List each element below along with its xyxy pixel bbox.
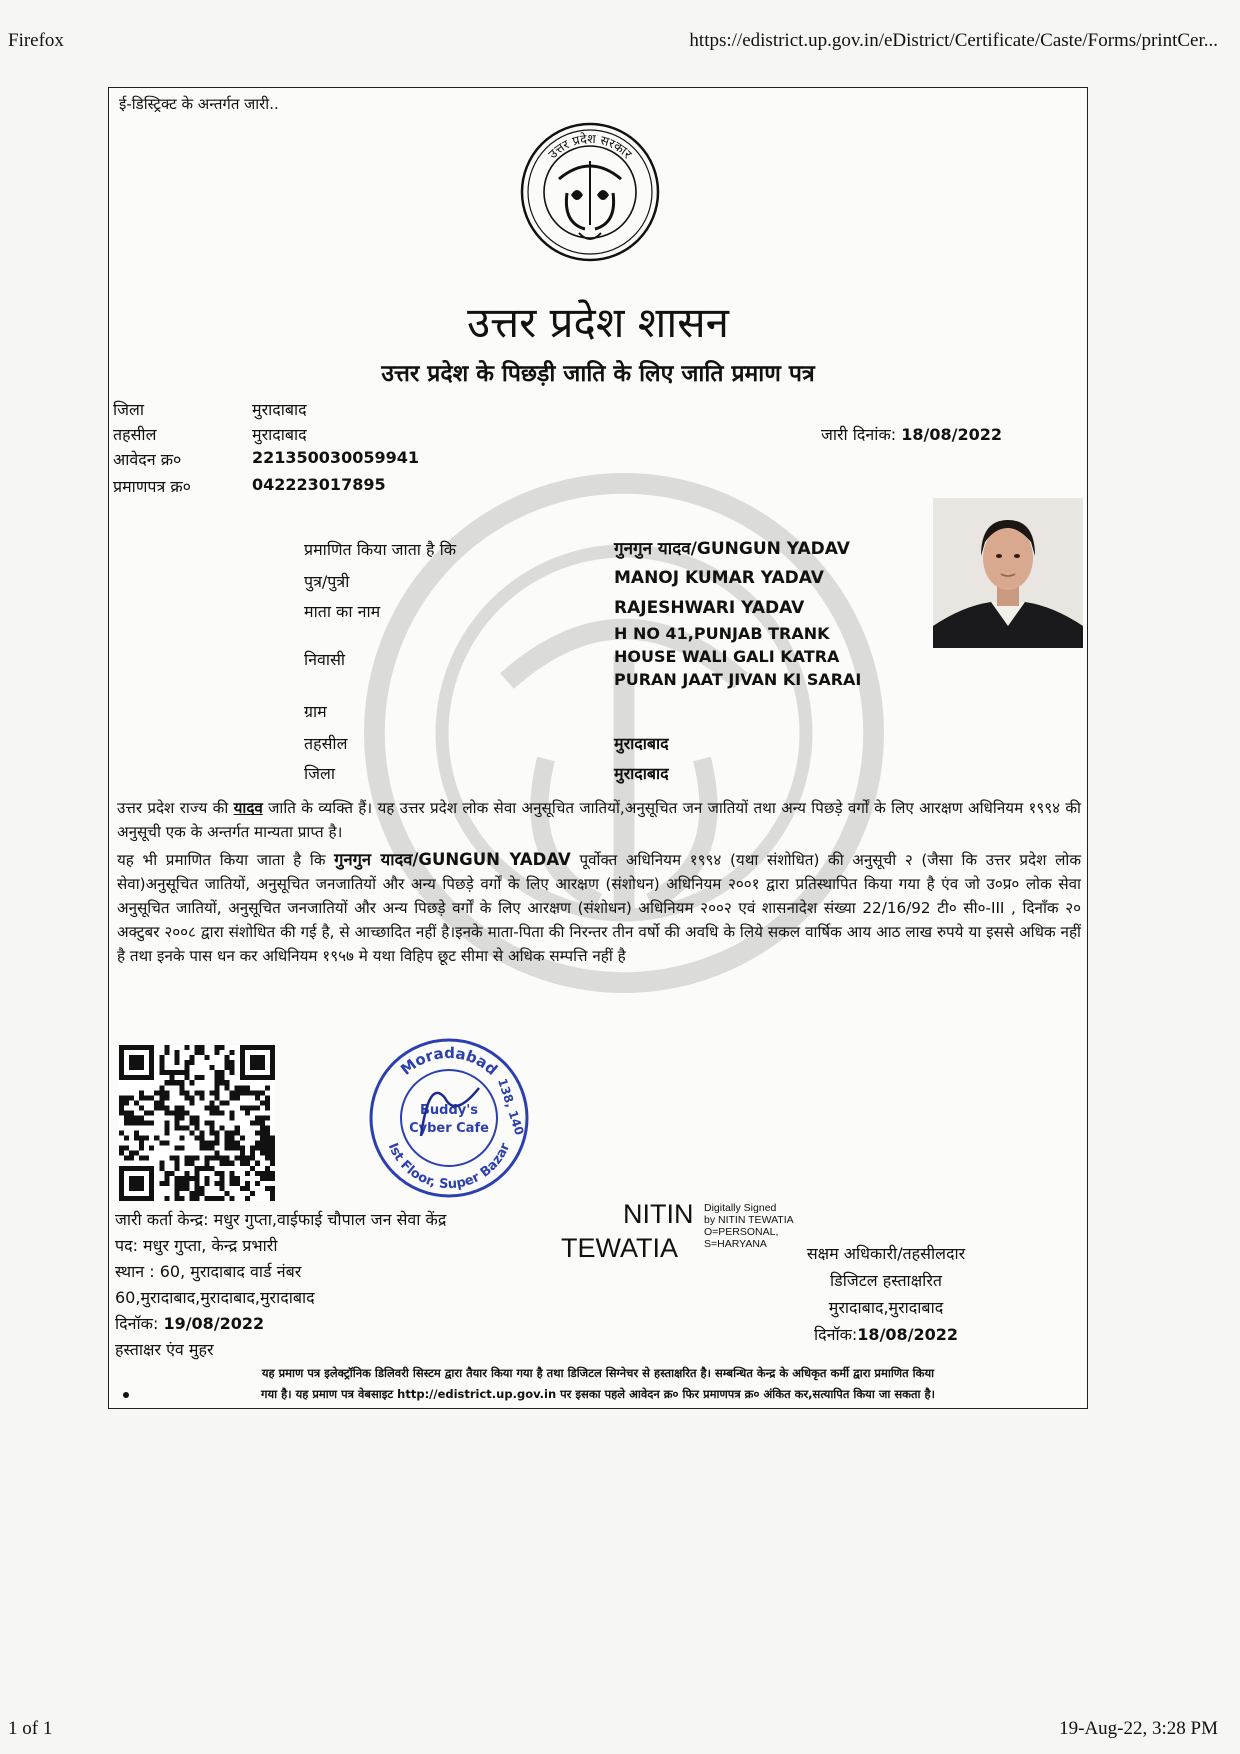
print-header — [0, 30, 1240, 54]
print-timestamp: 19-Aug-22, 3:28 PM — [1059, 1718, 1218, 1739]
signature-meta-line-4: S=HARYANA — [704, 1238, 767, 1250]
issue-date — [821, 423, 1002, 445]
emblem-text: उत्तर प्रदेश सरकार — [544, 130, 636, 162]
income-paragraph-before: यह भी प्रमाणित किया जाता है कि — [117, 851, 335, 869]
detail-tehsil-value: मुरादाबाद — [614, 734, 669, 753]
meta-district-value: मुरादाबाद — [252, 400, 307, 419]
authority-title: सक्षम अधिकारी/तहसीलदार — [806, 1244, 966, 1263]
signature-meta-line-2: by NITIN TEWATIA — [704, 1214, 794, 1226]
issuer-date-value: 19/08/2022 — [163, 1314, 265, 1333]
applicant-photo — [933, 498, 1083, 648]
certified-label: प्रमाणित किया जाता है कि — [304, 540, 457, 559]
browser-name: Firefox — [8, 30, 64, 51]
meta-tehsil-value: मुरादाबाद — [252, 425, 307, 444]
village-label: ग्राम — [304, 702, 327, 721]
stamp-top-text: Moradabad — [397, 1043, 502, 1079]
address-line-2: HOUSE WALI GALI KATRA — [614, 647, 840, 666]
signer-name-line-2: TEWATIA — [561, 1233, 678, 1263]
meta-certificate-label: प्रमाणपत्र क्र० — [113, 477, 191, 496]
certificate — [108, 87, 1088, 1409]
stamp-bottom-text: Ist Floor, Super Bazar — [384, 1140, 514, 1193]
income-paragraph-after: पूर्वोक्त अधिनियम १९९४ (यथा संशोधित) की अनुसूची २ (जैसा कि उत्तर प्रदेश लोक सेवा)अनुसूचित जातियों, अनुसूचित जनजातियों और अन्य पिछड़े वर्गों के लिए आरक्षण (संशोधन) अधिनियम २००१ द्वारा प्रतिस्थापित किया गया है एंव जो उ०प्र० लोक सेवा अनुसूचित जातियों, अनुसूचित जनजातियों और अन्य पिछड़े वर्गों के लिए आरक्षण (संशोधन) अधिनियम २००२ एवं शासनादेश संख्या 22/16/92 टी० सी०-III , दिनाँक २० अक्टुबर २००८ द्वारा संशोधित की गई है, से आच्छादित नहीं है।इनके माता-पिता की निरन्तर तीन वर्षो की अवधि के लिये सकल वार्षिक आय आठ लाख रुपये या इससे अधिक नहीं है तथा इनके पास धन कर अधिनियम १९५७ मे यथा विहिप छूट सीमा से अधिक सम्पत्ति नहीं है — [117, 851, 1081, 965]
issuer-post: पद: मधुर गुप्ता, केन्द्र प्रभारी — [115, 1236, 278, 1255]
notice-line-1: यह प्रमाण पत्र इलेक्ट्रॉनिक डिलिवरी सिस्टम द्वारा तैयार किया गया है तथा डिजिटल सिग्नेचर से हस्ताक्षरित है। सम्बन्धित केन्द्र के अधिकृत कर्मी द्वारा प्रमाणित किया — [261, 1366, 935, 1380]
meta-district-label: जिला — [113, 400, 145, 419]
stamp-right-text: 138, 140 — [495, 1076, 527, 1137]
caste-name: यादव — [233, 799, 263, 817]
detail-district-label: जिला — [304, 764, 336, 783]
meta-application-number: 22135003005994​1 — [252, 448, 419, 467]
detail-tehsil-label: तहसील — [304, 734, 348, 753]
caste-paragraph-after: जाति के व्यक्ति हैं। यह उत्तर प्रदेश लोक सेवा अनुसूचित जातियों,अनुसूचित जन जातियों तथा अन्य पिछड़े वर्गों के लिए आरक्षण अधिनियम १९९४ की अनुसूची एक के अन्तर्गत मान्यता प्राप्त है। — [117, 799, 1081, 841]
income-paragraph — [117, 848, 1081, 968]
father-name: MANOJ KUMAR YADAV — [614, 568, 824, 588]
authority-date — [771, 1321, 1001, 1348]
mother-label: माता का नाम — [304, 602, 381, 621]
notice-line-2: गया है। यह प्रमाण पत्र वेबसाइट http://edistrict.up.gov.in पर इसका पहले आवेदन क्र० फिर प्रमाणपत्र क्र० अंकित कर,सत्यापित किया जा सकता है। — [261, 1387, 935, 1401]
meta-application-label: आवेदन क्र० — [113, 450, 182, 469]
authority-location: मुरादाबाद,मुरादाबाद — [828, 1298, 944, 1317]
stamp-center-line-2: Cyber Cafe — [409, 1121, 489, 1136]
authority-date-value: 18/08/2022 — [857, 1325, 959, 1344]
child-of-label: पुत्र/पुत्री — [304, 572, 350, 591]
cyber-cafe-stamp — [359, 1028, 539, 1208]
page-url[interactable]: https://edistrict.up.gov.in/eDistrict/Certificate/Caste/Forms/printCer... — [689, 30, 1218, 51]
mother-name: RAJESHWARI YADAV — [614, 598, 805, 618]
income-paragraph-name: गुनगुन यादव/GUNGUN YADAV — [334, 850, 571, 869]
signer-name-line-1: NITIN — [623, 1199, 694, 1229]
address-line-1: H NO 41,PUNJAB TRANK — [614, 624, 830, 643]
issue-date-value: 18/08/2022 — [901, 425, 1002, 444]
issuer-date — [115, 1312, 264, 1334]
meta-tehsil-label: तहसील — [113, 425, 157, 444]
resident-label: निवासी — [304, 650, 346, 669]
qr-code — [119, 1045, 275, 1201]
meta-certificate-number: 042223017895 — [252, 475, 386, 494]
detail-district-value: मुरादाबाद — [614, 764, 669, 783]
sign-and-seal: हस्ताक्षर एंव मुहर — [115, 1340, 214, 1359]
issuer-place-line-1: स्थान : 60, मुरादाबाद वार्ड नंबर — [115, 1262, 302, 1281]
caste-paragraph — [117, 796, 1081, 844]
issuer-place-line-2: 60,मुरादाबाद,मुरादाबाद,मुरादाबाद — [115, 1288, 315, 1307]
certificate-title: उत्तर प्रदेश शासन — [467, 298, 729, 347]
signature-meta-line-3: O=PERSONAL, — [704, 1226, 779, 1238]
issued-under-text: ई-डिस्ट्रिक्ट के अन्तर्गत जारी.. — [119, 95, 279, 113]
caste-paragraph-before: उत्तर प्रदेश राज्य की — [117, 799, 234, 817]
signature-meta-line-1: Digitally Signed — [704, 1202, 777, 1214]
issuer-date-label: दिनॉक: — [115, 1314, 159, 1333]
stamp-center-line-1: Buddy's — [420, 1103, 478, 1118]
certified-name: गुनगुन यादव/GUNGUN YADAV — [614, 539, 850, 559]
certificate-subtitle: उत्तर प्रदेश के पिछड़ी जाति के लिए जाति प्रमाण पत्र — [381, 361, 815, 387]
authority-digital: डिजिटल हस्ताक्षरित — [830, 1271, 942, 1290]
issuer-center: जारी कर्ता केन्द्र: मधुर गुप्ता,वाईफाई चौपाल जन सेवा केंद्र — [115, 1210, 447, 1229]
page-indicator: 1 of 1 — [8, 1718, 53, 1739]
verification-notice — [117, 1363, 1079, 1405]
authority-date-label: दिनॉक: — [813, 1325, 858, 1344]
print-footer — [0, 1718, 1240, 1742]
address-line-3: PURAN JAAT JIVAN KI SARAI — [614, 670, 862, 689]
up-government-emblem — [519, 121, 661, 263]
issue-date-label: जारी दिनांक: — [821, 425, 897, 444]
authority-block — [771, 1240, 1001, 1348]
